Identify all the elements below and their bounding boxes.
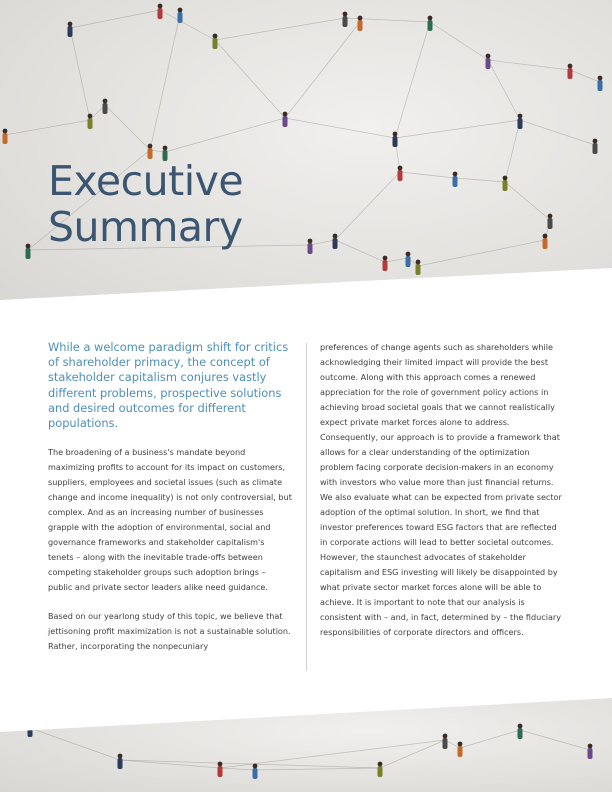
page-title bbox=[48, 158, 243, 250]
body-paragraph: Based on our yearlong study of this topic, we believe that jettisoning profit maximization is not a sustainable solution. Rather, incorporating the nonpecuniary bbox=[48, 611, 291, 652]
title-line-2: Summary bbox=[48, 203, 243, 251]
footer-photo bbox=[0, 690, 612, 792]
column-divider bbox=[306, 343, 307, 671]
lead-paragraph: While a welcome paradigm shift for critics of shareholder primacy, the concept of stakeholder capitalism conjures vastly different problems, prospective solutions and desired outcomes for different populations. bbox=[48, 340, 289, 431]
left-column bbox=[48, 340, 292, 668]
photo-diagonal-cut bbox=[0, 690, 612, 792]
title-line-1: Executive bbox=[48, 157, 244, 205]
right-column bbox=[320, 340, 564, 654]
body-paragraph: preferences of change agents such as shareholders while acknowledging their limited impact will provide the best outcome. Along with this approach comes a renewed appreciation for the role of government policy actions in achieving broad societal goals that we cannot realistically expect private market forces alone to address. Consequently, our approach is to provide a framework that allows for a clear understanding of the optimization problem facing corporate decision-makers in an economy with investors who value more than just financial returns. We also evaluate what can be expected from private sector adoption of the optimal solution. In short, we find that investor preferences toward ESG factors that are reflected in corporate actions will lead to better societal outcomes. However, the staunchest advocates of stakeholder capitalism and ESG investing will likely be disappointed by what private sector market forces alone will be able to achieve. It is important to note that our analysis is consistent with – and, in fact, determined by – the fiduciary responsibilities of corporate directors and officers. bbox=[320, 342, 562, 637]
body-paragraph: The broadening of a business's mandate beyond maximizing profits to account for its impact on customers, suppliers, employees and societal issues (such as climate change and income inequality) is not only controversial, but complex. And as an increasing number of businesses grapple with the adoption of environmental, social and governance frameworks and stakeholder capitalism's tenets – along with the inevitable trade-offs between competing stakeholder groups such adoption brings – public and private sector leaders alike need guidance. bbox=[48, 447, 292, 593]
